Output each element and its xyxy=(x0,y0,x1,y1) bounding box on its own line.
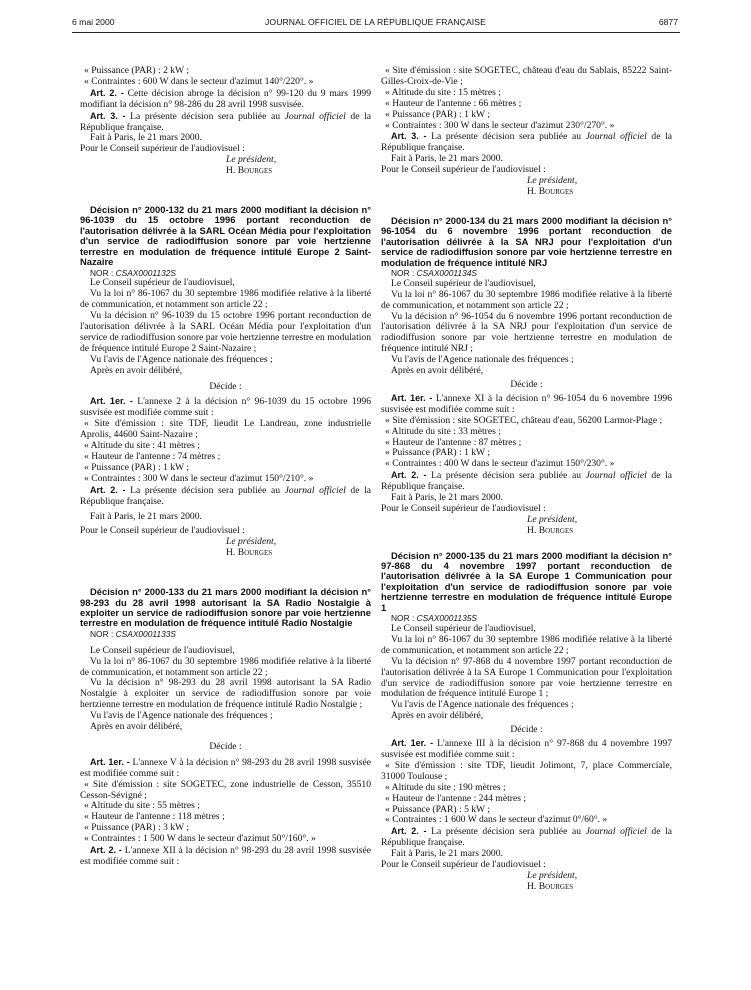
signature-title: Le président, xyxy=(527,869,578,881)
body-paragraph: Vu l'avis de l'Agence nationale des fréquences ; xyxy=(391,354,574,366)
quote-line: « Puissance (PAR) : 5 kW ; xyxy=(385,803,491,815)
nor-code: CSAX0001132S xyxy=(115,267,176,278)
article-text: de la République française. xyxy=(80,484,371,507)
quote-line: « Site d'émission : site TDF, lieudit Jolimont, 7, place Commerciale, 31000 Toulouse ; xyxy=(381,759,672,782)
decision-title: Décision n° 2000-132 du 21 mars 2000 modifiant la décision n° 96-1039 du 15 octobre 1996 portant reconduction de l'autorisation délivrée à la SARL Océan Média pour l'exploitation d'un service de radiodiffusion sonore par voie hertzienne terrestre en modulation de fréquence intitulé Europe 2 Saint-Nazaire xyxy=(80,204,371,268)
article-paragraph xyxy=(80,485,371,508)
quote-line: « Puissance (PAR) : 1 kW ; xyxy=(84,461,190,473)
body-paragraph: Le Conseil supérieur de l'audiovisuel, xyxy=(391,623,536,634)
quote-line: « Puissance (PAR) : 1 kW ; xyxy=(385,108,491,120)
nor-code: CSAX0001134S xyxy=(416,267,477,278)
decide-heading: Décide : xyxy=(209,740,242,752)
article-paragraph xyxy=(381,131,672,154)
article-label: Art. 2. - xyxy=(90,845,122,856)
nor-label: NOR : xyxy=(90,267,116,278)
article-paragraph xyxy=(80,757,371,780)
signature-title: Le président, xyxy=(527,513,578,525)
decide-heading: Décide : xyxy=(209,380,242,392)
quote-line: « Hauteur de l'antenne : 118 mètres ; xyxy=(84,811,225,823)
decide-heading: Décide : xyxy=(510,724,543,736)
quote-line: « Contraintes : 400 W dans le secteur d'azimut 150°/230°. » xyxy=(385,458,615,470)
article-label: Art. 2. - xyxy=(391,826,427,837)
signature-name: H. Bourges xyxy=(527,524,574,536)
fait-line: Fait à Paris, le 21 mars 2000. xyxy=(90,510,202,522)
article-text: Cette décision abroge la décision n° 99-120 du 9 mars 1999 modifiant la décision n° 98-286 du 28 avril 1998 susvisée. xyxy=(80,87,371,110)
signature-title: Le président, xyxy=(226,536,277,548)
decision-title: Décision n° 2000-133 du 21 mars 2000 modifiant la décision n° 98-293 du 28 avril 1998 autorisant la SA Radio Nostalgie à exploiter un service de radiodiffusion sonore par voie hertzienne terrestre en modulation de fréquence intitulé Radio Nostalgie xyxy=(80,586,371,629)
body-paragraph: Vu l'avis de l'Agence nationale des fréquences ; xyxy=(90,353,273,365)
article-paragraph xyxy=(381,738,672,761)
quote-line: « Contraintes : 300 W dans le secteur d'azimut 150°/210°. » xyxy=(84,472,314,484)
article-text: L'annexe V à la décision n° 98-293 du 28 avril 1998 susvisée est modifiée comme suit : xyxy=(80,756,372,779)
article-label: Art. 1er. - xyxy=(90,756,130,767)
article-label: Art. 2. - xyxy=(391,470,427,481)
article-label: Art. 1er. - xyxy=(90,396,133,407)
journal-officiel-ref: Journal officiel xyxy=(284,110,346,122)
body-paragraph: Vu la décision n° 97-868 du 4 novembre 1997 portant reconduction de l'autorisation délivrée à la SA Europe 1 Communication pour l'exploitation d'un service de radiodiffusion sonore par voie hertzienne terrestre en modulation de fréquence intitulé Europe 1 ; xyxy=(381,655,672,700)
fait-line: Fait à Paris, le 21 mars 2000. xyxy=(391,153,503,165)
header-title: JOURNAL OFFICIEL DE LA RÉPUBLIQUE FRANÇAISE xyxy=(265,17,486,27)
header-rule xyxy=(72,32,680,33)
signature-name: H. Bourges xyxy=(527,185,574,197)
signature-line: Pour le Conseil supérieur de l'audiovisuel : xyxy=(381,502,546,514)
quote-line: « Puissance (PAR) : 3 kW ; xyxy=(84,822,190,834)
nor-reference xyxy=(80,629,371,640)
nor-label: NOR : xyxy=(391,267,417,278)
decision-title: Décision n° 2000-134 du 21 mars 2000 modifiant la décision n° 96-1054 du 6 novembre 1996 portant reconduction de l'autorisation délivrée à la SA NRJ pour l'exploitation d'un service de radiodiffusion sonore par voie hertzienne terrestre en modulation de fréquence intitulé NRJ xyxy=(381,214,672,268)
quote-line: « Site d'émission : site SOGETEC, zone industrielle de Cesson, 35510 Cesson-Sévigné ; xyxy=(80,778,371,801)
article-text: de la République française. xyxy=(381,826,672,849)
body-paragraph: Après en avoir délibéré, xyxy=(90,721,183,733)
decide-heading: Décide : xyxy=(510,378,543,390)
body-paragraph: Après en avoir délibéré, xyxy=(391,365,484,377)
signature-title: Le président, xyxy=(527,175,578,187)
signature-name: H. Bourges xyxy=(226,165,273,177)
body-paragraph: Le Conseil supérieur de l'audiovisuel, xyxy=(391,277,536,289)
quote-line: « Puissance (PAR) : 1 kW ; xyxy=(385,447,491,459)
quote-line: « Contraintes : 600 W dans le secteur d'azimut 140°/220°. » xyxy=(84,75,314,87)
quote-line: « Hauteur de l'antenne : 87 mètres ; xyxy=(385,436,522,448)
nor-code: CSAX0001135S xyxy=(416,613,477,624)
quote-line: « Altitude du site : 41 mètres ; xyxy=(84,440,200,452)
journal-officiel-ref: Journal officiel xyxy=(585,826,647,838)
article-text: de la République française. xyxy=(80,110,371,133)
body-paragraph: Vu la loi n° 86-1067 du 30 septembre 1986 modifiée relative à la liberté de communication, et notamment son article 22 ; xyxy=(381,288,672,311)
article-text: de la République française. xyxy=(381,470,672,493)
signature-line: Pour le Conseil supérieur de l'audiovisuel : xyxy=(80,143,245,155)
article-label: Art. 3. - xyxy=(391,131,427,142)
header-date: 6 mai 2000 xyxy=(72,17,115,27)
article-paragraph xyxy=(80,845,371,868)
journal-officiel-ref: Journal officiel xyxy=(284,484,346,496)
quote-line: « Hauteur de l'antenne : 66 mètres ; xyxy=(385,97,522,109)
body-paragraph: Après en avoir délibéré, xyxy=(391,710,484,722)
body-paragraph: Vu l'avis de l'Agence nationale des fréquences ; xyxy=(391,699,574,711)
fait-line: Fait à Paris, le 21 mars 2000. xyxy=(391,492,503,504)
quote-line: « Contraintes : 1 500 W dans le secteur d'azimut 50°/160°. » xyxy=(84,833,316,845)
body-paragraph: Vu la décision n° 96-1054 du 6 novembre 1996 portant reconduction de l'autorisation délivrée à la SA NRJ pour l'exploitation d'un service de radiodiffusion sonore par voie hertzienne terrestre en modulation de fréquence intitulé NRJ ; xyxy=(381,310,672,355)
article-label: Art. 2. - xyxy=(90,87,124,98)
article-text: L'annexe XI à la décision n° 96-1054 du 6 novembre 1996 susvisée est modifiée comme suit : xyxy=(381,392,672,415)
quote-line: « Puissance (PAR) : 2 kW ; xyxy=(84,65,190,76)
article-paragraph xyxy=(80,111,371,134)
article-label: Art. 1er. - xyxy=(391,392,433,403)
quote-line: « Contraintes : 1 600 W dans le secteur d'azimut 0°/60°. » xyxy=(385,814,608,826)
header-page-number: 6877 xyxy=(658,17,678,27)
quote-line: « Altitude du site : 55 mètres ; xyxy=(84,800,200,812)
article-label: Art. 2. - xyxy=(90,484,126,495)
quote-line: « Hauteur de l'antenne : 244 mètres ; xyxy=(385,792,527,804)
article-paragraph xyxy=(381,393,672,416)
quote-line: « Altitude du site : 190 mètres ; xyxy=(385,781,506,793)
body-paragraph: Vu la loi n° 86-1067 du 30 septembre 1986 modifiée relative à la liberté de communication, et notamment son article 22 ; xyxy=(80,655,371,678)
article-label: Art. 1er. - xyxy=(391,738,434,749)
quote-line: « Altitude du site : 33 mètres ; xyxy=(385,425,501,437)
body-paragraph: Vu la loi n° 86-1067 du 30 septembre 1986 modifiée relative à la liberté de communication, et notamment son article 22 ; xyxy=(381,633,672,656)
quote-line: « Site d'émission : site SOGETEC, château d'eau du Sablais, 85222 Saint-Gilles-Croix-de-Vie ; xyxy=(381,65,672,87)
decision-title: Décision n° 2000-135 du 21 mars 2000 modifiant la décision n° 97-868 du 4 novembre 1997 portant reconduction de l'autorisation délivrée à la SA Europe 1 Communication pour l'exploitation d'un service de radiodiffusion sonore par voie hertzienne terrestre en modulation de fréquence intitulé Europe 1 xyxy=(381,549,672,613)
article-text: L'annexe III à la décision n° 97-868 du 4 novembre 1997 susvisée est modifiée comme suit : xyxy=(381,738,672,760)
body-paragraph: Le Conseil supérieur de l'audiovisuel, xyxy=(90,277,235,289)
article-label: Art. 3. - xyxy=(90,110,126,121)
article-text: La présente décision sera publiée au xyxy=(125,484,285,496)
signature-line: Pour le Conseil supérieur de l'audiovisuel : xyxy=(381,164,546,176)
signature-line: Pour le Conseil supérieur de l'audiovisuel : xyxy=(381,859,546,871)
body-paragraph: Après en avoir délibéré, xyxy=(90,364,183,376)
article-text: de la République française. xyxy=(381,131,672,154)
fait-line: Fait à Paris, le 21 mars 2000. xyxy=(391,848,503,860)
body-paragraph: Vu la décision n° 98-293 du 28 avril 1998 autorisant la SA Radio Nostalgie à exploiter un service de radiodiffusion sonore par voie hertzienne terrestre en modulation de fréquence intitulé Radio Nostalgie ; xyxy=(80,677,371,711)
body-paragraph: Vu la décision n° 96-1039 du 15 octobre 1996 portant reconduction de l'autorisation délivrée à la SARL Océan Média pour l'exploitation d'un service de radiodiffusion sonore par voie hertzienne terrestre en modulation de fréquence intitulé Europe 2 Saint-Nazaire ; xyxy=(80,310,371,354)
body-paragraph: Vu la loi n° 86-1067 du 30 septembre 1986 modifiée relative à la liberté de communication, et notamment son article 22 ; xyxy=(80,288,371,311)
article-text: L'annexe XII à la décision n° 98-293 du 28 avril 1998 susvisée est modifiée comme suit : xyxy=(80,845,371,867)
journal-officiel-ref: Journal officiel xyxy=(585,131,647,143)
quote-line: « Site d'émission : site TDF, lieudit Le Landreau, zone industrielle Aprolis, 44600 Saint-Nazaire ; xyxy=(80,418,371,441)
nor-label: NOR : xyxy=(90,628,116,639)
quote-line: « Site d'émission : site SOGETEC, château d'eau, 56200 Larmor-Plage ; xyxy=(385,414,663,426)
article-text: La présente décision sera publiée au xyxy=(125,110,285,122)
quote-line: « Hauteur de l'antenne : 74 mètres ; xyxy=(84,451,221,462)
nor-label: NOR : xyxy=(391,613,417,624)
article-text: L'annexe 2 à la décision n° 96-1039 du 15 octobre 1996 susvisée est modifiée comme suit : xyxy=(80,396,372,419)
article-text: La présente décision sera publiée au xyxy=(426,470,586,482)
signature-title: Le président, xyxy=(226,154,277,166)
fait-line: Fait à Paris, le 21 mars 2000. xyxy=(90,132,202,144)
signature-line: Pour le Conseil supérieur de l'audiovisuel : xyxy=(80,525,245,537)
journal-officiel-ref: Journal officiel xyxy=(585,470,647,482)
nor-code: CSAX0001133S xyxy=(115,628,176,639)
article-paragraph xyxy=(80,88,371,111)
right-column xyxy=(381,66,672,893)
quote-line: « Contraintes : 300 W dans le secteur d'azimut 230°/270°. » xyxy=(385,119,615,131)
article-paragraph xyxy=(381,470,672,493)
article-paragraph xyxy=(80,396,371,419)
body-paragraph: Le Conseil supérieur de l'audiovisuel, xyxy=(90,644,235,656)
quote-line: « Altitude du site : 15 mètres ; xyxy=(385,86,501,98)
article-text: La présente décision sera publiée au xyxy=(426,131,586,143)
body-paragraph: Vu l'avis de l'Agence nationale des fréquences ; xyxy=(90,710,273,722)
signature-name: H. Bourges xyxy=(226,547,273,559)
left-column xyxy=(80,66,371,868)
article-paragraph xyxy=(381,826,672,849)
signature-name: H. Bourges xyxy=(527,880,574,892)
article-text: La présente décision sera publiée au xyxy=(426,826,586,838)
